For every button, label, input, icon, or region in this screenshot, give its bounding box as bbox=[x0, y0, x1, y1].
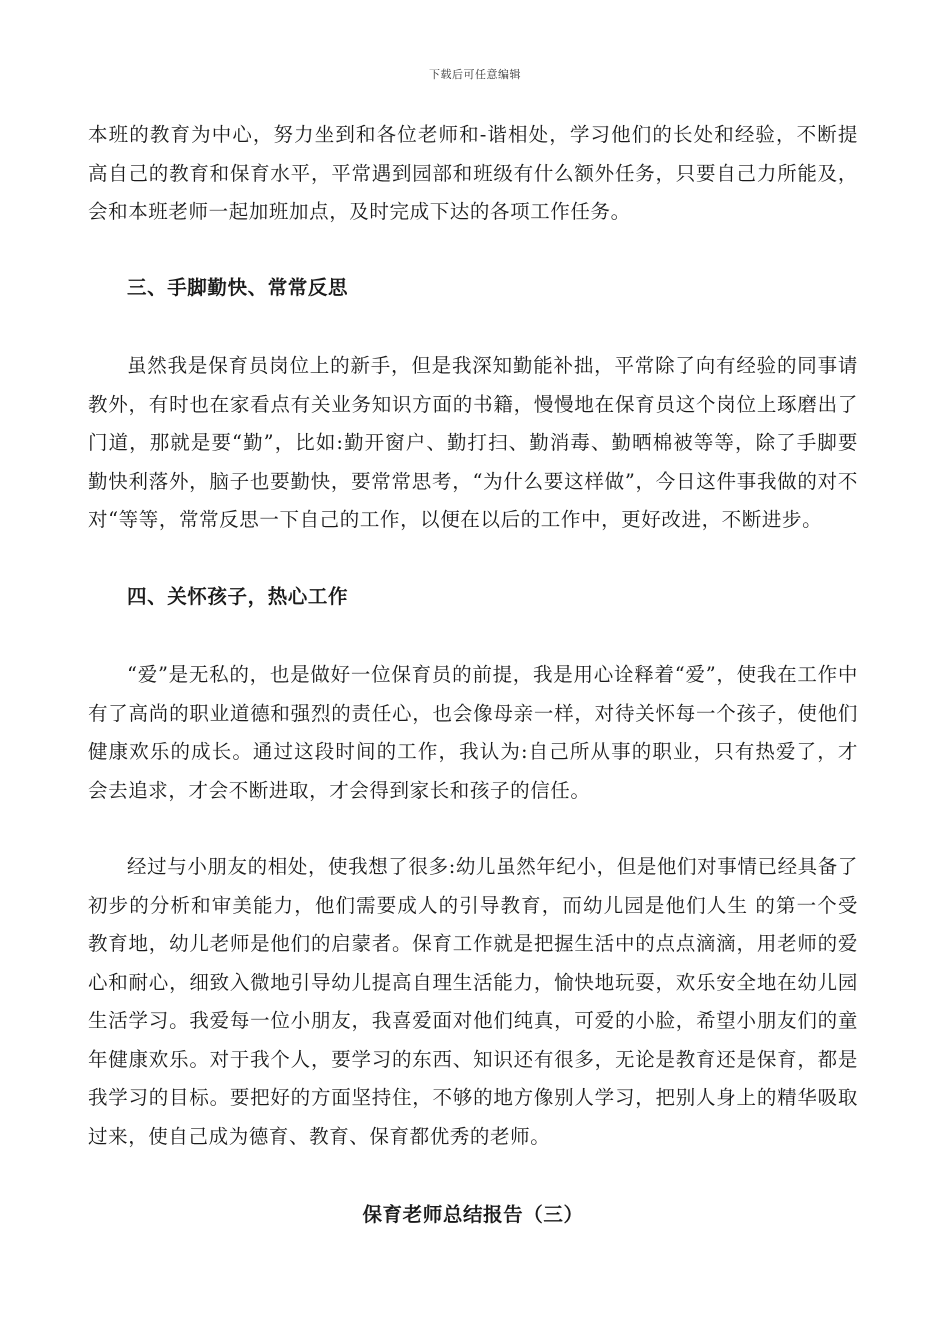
paragraph-diligence: 虽然我是保育员岗位上的新手，但是我深知勤能补拙，平常除了向有经验的同事请教外，有时也在家看点有关业务知识方面的书籍，慢慢地在保育员这个岗位上琢磨出了门道，那就是要“勤”，比如:勤开窗户、勤打扫、勤消毒、勤晒棉被等等，除了手脚要勤快利落外，脑子也要勤快，要常常思考，“为什么要这样做”，今日这件事我做的对不对“等等，常常反思一下自己的工作，以便在以后的工作中，更好改进，不断进步。 bbox=[88, 354, 858, 531]
section-title: 保育老师总结报告（三） bbox=[362, 1203, 584, 1226]
heading-section-3: 三、手脚勤快、常常反思 bbox=[127, 275, 349, 299]
heading-section-4: 四、关怀孩子，热心工作 bbox=[127, 584, 349, 608]
document-body bbox=[88, 116, 858, 1235]
paragraph-love: “爱”是无私的，也是做好一位保育员的前提，我是用心诠释着“爱”，使我在工作中有了高尚的职业道德和强烈的责任心，也会像母亲一样，对待关怀每一个孩子，使他们健康欢乐的成长。通过这段时间的工作，我认为:自己所从事的职业，只有热爱了，才会去追求，才会不断进取，才会得到家长和孩子的信任。 bbox=[88, 663, 858, 802]
paragraph-continued: 本班的教育为中心，努力坐到和各位老师和-谐相处，学习他们的长处和经验，不断提高自己的教育和保育水平，平常遇到园部和班级有什么额外任务，只要自己力所能及，会和本班老师一起加班加点，及时完成下达的各项工作任务。 bbox=[88, 123, 858, 223]
paragraph-reflection: 经过与小朋友的相处，使我想了很多:幼儿虽然年纪小，但是他们对事情已经具备了初步的分析和审美能力，他们需要成人的引导教育，而幼儿园是他们人生 的第一个受教育地，幼儿老师是他们的启蒙者。保育工作就是把握生活中的点点滴滴，用老师的爱心和耐心，细致入微地引导幼儿提高自理生活能力，愉快地玩耍，欢乐安全地在幼儿园生活学习。我爱每一位小朋友，我喜爱面对他们纯真，可爱的小脸，希望小朋友们的童年健康欢乐。对于我个人，要学习的东西、知识还有很多，无论是教育还是保育，都是我学习的目标。要把好的方面坚持住，不够的地方像别人学习，把别人身上的精华吸取过来，使自己成为德育、教育、保育都优秀的老师。 bbox=[88, 855, 858, 1148]
header-note: 下载后可任意编辑 bbox=[429, 68, 521, 81]
